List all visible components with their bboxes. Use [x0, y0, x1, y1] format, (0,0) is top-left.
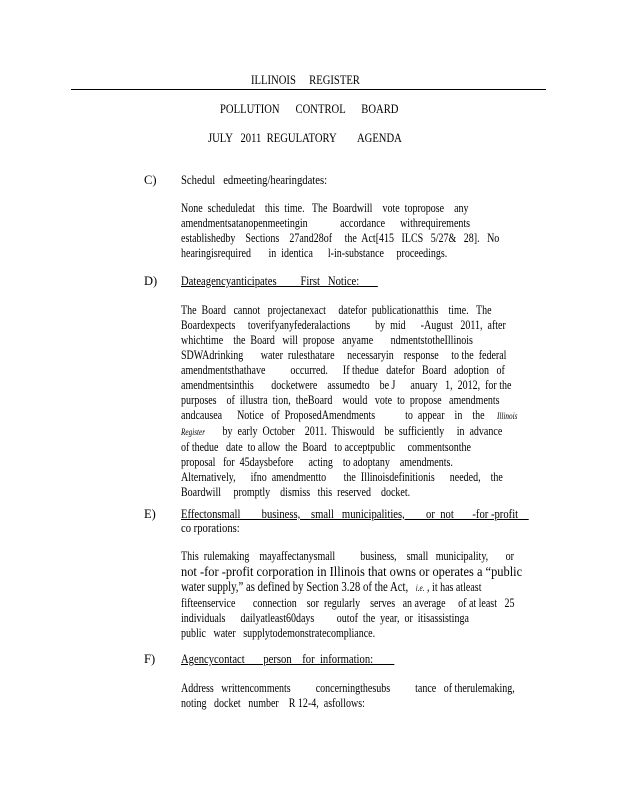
- text-line: Boardwill promptly dismiss this reserved docket.: [181, 485, 411, 499]
- section-c-paragraph: [181, 201, 541, 261]
- section-e-letter: E): [144, 507, 156, 521]
- text-fragment: water supply,” as defined by Section 3.28 of the Act,: [181, 579, 409, 594]
- text-line: fifteenservice connection sor regularly serves an average of at least 25: [181, 596, 515, 610]
- text-line-with-journal: [181, 424, 503, 440]
- text-line: of thedue date to allow the Board to acceptpublic commentsonthe: [181, 440, 471, 454]
- text-line: public water supplytodemonstratecompliance.: [181, 626, 376, 640]
- section-c-letter: C): [144, 173, 157, 187]
- section-d-heading: Dateagencyanticipates First Notice:: [181, 274, 378, 288]
- text-line: amendmentsthathave occurred. If thedue datefor Board adoption of: [181, 363, 505, 377]
- text-line: proposal for 45daysbefore acting to adoptany amendments.: [181, 455, 453, 469]
- text-line-with-ie: [181, 579, 482, 596]
- section-f-letter: F): [144, 652, 156, 666]
- agenda-title: JULY 2011 REGULATORY AGENDA: [208, 131, 402, 145]
- text-line: Boardexpects toverifyanyfederalactions by mid -August 2011, after: [181, 318, 506, 332]
- section-f-paragraph: [181, 681, 541, 711]
- text-fragment: , it has atleast: [424, 580, 482, 594]
- section-d-letter: D): [144, 274, 158, 288]
- text-line: hearingisrequired in identica l-in-substance proceedings.: [181, 246, 448, 260]
- text-line: The Board cannot projectanexact datefor publicationatthis time. The: [181, 303, 492, 317]
- section-f-heading: Agencycontact person for information:: [181, 652, 395, 666]
- text-line: SDWAdrinking water rulesthatare necessaryin response to the federal: [181, 348, 507, 362]
- text-line: amendmentsinthis docketwere assumedto be J anuary 1, 2012, for the: [181, 378, 512, 392]
- text-line: establishedby Sections 27and28of the Act[415 ILCS 5/27& 28]. No: [181, 231, 500, 245]
- section-e-heading-cont: co rporations:: [181, 521, 240, 535]
- section-c-heading: Schedul edmeeting/hearingdates:: [181, 173, 328, 187]
- text-line: noting docket number R 12-4, asfollows:: [181, 696, 365, 710]
- text-line: not -for -profit corporation in Illinois that owns or operates a “public: [181, 564, 523, 579]
- text-line: individuals dailyatleast60days outof the year, or itisassistinga: [181, 611, 469, 625]
- journal-register-italic: Register: [181, 427, 205, 437]
- text-line: This rulemaking mayaffectanysmall business, small municipality, or: [181, 549, 514, 563]
- text-fragment: by early October 2011. Thiswould be sufficiently in advance: [205, 424, 503, 438]
- text-line: None scheduledat this time. The Boardwill vote topropose any: [181, 201, 469, 215]
- board-title: POLLUTION CONTROL BOARD: [220, 102, 399, 116]
- text-line: amendmentsatanopenmeetingin accordance withrequirements: [181, 216, 471, 230]
- text-line: purposes of illustra tion, theBoard would vote to propose amendments: [181, 393, 500, 407]
- header-rule: [71, 89, 546, 90]
- text-line: Address writtencomments concerningthesubs tance of therulemaking,: [181, 681, 515, 695]
- section-d-paragraph: [181, 303, 541, 500]
- journal-name-italic: Illinois: [497, 411, 518, 421]
- text-line: whichtime the Board will propose anyame ndmentstotheIllinois: [181, 333, 473, 347]
- section-e-paragraph: [181, 549, 541, 641]
- section-e-heading: Effectonsmall business, small municipalities, or not -for -profit: [181, 507, 529, 521]
- ie-italic: i.e.: [415, 583, 425, 593]
- text-fragment: andcausea Notice of ProposedAmendments to appear in the: [181, 408, 498, 422]
- register-title: ILLINOIS REGISTER: [251, 73, 360, 87]
- text-line: Alternatively, ifno amendmentto the Illinoisdefinitionis needed, the: [181, 470, 503, 484]
- text-line-with-journal: [181, 408, 518, 424]
